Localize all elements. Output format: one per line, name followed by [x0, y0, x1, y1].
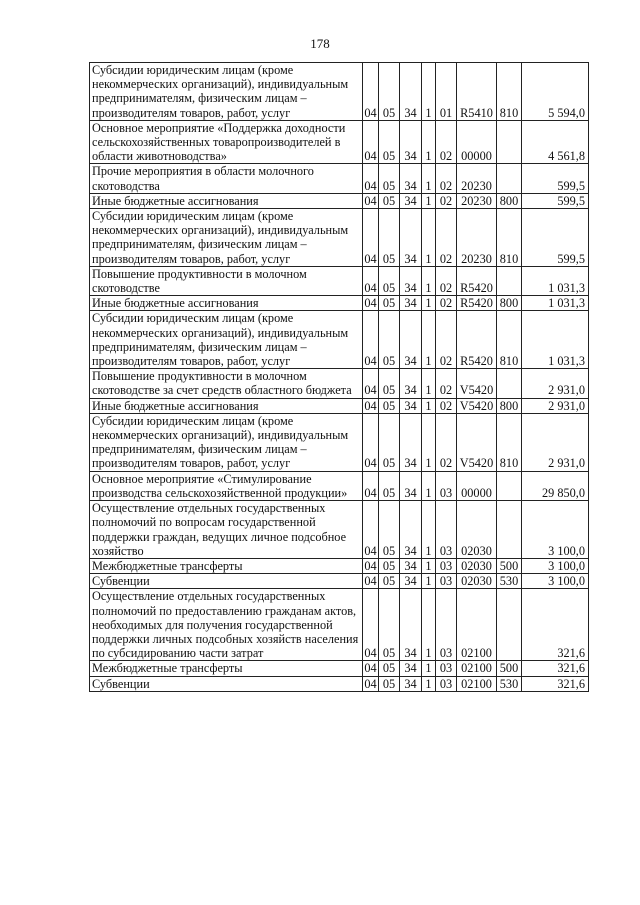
expense-type-code: 500 — [497, 558, 522, 573]
table-row — [90, 164, 589, 193]
section-code: 04 — [364, 398, 377, 413]
event-code: 03 — [436, 574, 457, 589]
subprogram-code: 1 — [422, 266, 436, 295]
subsection-code: 05 — [379, 369, 400, 398]
expense-type-code: 530 — [497, 574, 522, 589]
event-code: 03 — [436, 501, 457, 559]
event-code: 02 — [436, 296, 457, 311]
row-name: Прочие мероприятия в области молочного скотоводства — [90, 164, 363, 193]
program-code: 34 — [400, 209, 422, 267]
row-name: Субсидии юридическим лицам (кроме некоммерческих организаций), индивидуальным предпринимателям, физическим лицам – производителям товаров, работ, услуг — [90, 209, 363, 267]
row-name: Основное мероприятие «Поддержка доходности сельскохозяйственных товаропроизводителей в области животноводства» — [90, 120, 363, 164]
row-name: Повышение продуктивности в молочном скотоводстве — [90, 266, 363, 295]
amount: 599,5 — [522, 164, 589, 193]
direction-code: 00000 — [457, 120, 497, 164]
amount: 1 031,3 — [522, 296, 589, 311]
subsection-code: 05 — [379, 589, 400, 661]
direction-code: 02100 — [457, 589, 497, 661]
subprogram-code: 1 — [422, 120, 436, 164]
row-name: Основное мероприятие «Стимулирование производства сельскохозяйственной продукции» — [90, 471, 363, 500]
table-row — [90, 120, 589, 164]
subprogram-code: 1 — [422, 193, 436, 208]
expense-type-code — [497, 471, 522, 500]
amount: 29 850,0 — [522, 471, 589, 500]
amount: 3 100,0 — [522, 558, 589, 573]
expense-type-code — [497, 266, 522, 295]
subprogram-code: 1 — [422, 501, 436, 559]
subprogram-code: 1 — [422, 589, 436, 661]
amount: 2 931,0 — [522, 398, 589, 413]
subsection-code: 05 — [379, 661, 400, 676]
expense-type-code — [497, 589, 522, 661]
table-row — [90, 574, 589, 589]
subsection-code: 05 — [379, 574, 400, 589]
section-code: 04 — [363, 311, 379, 369]
expense-type-code: 800 — [497, 398, 522, 413]
table-row — [90, 209, 589, 267]
section-code: 04 — [364, 661, 377, 676]
amount: 4 561,8 — [522, 120, 589, 164]
program-code: 34 — [400, 471, 422, 500]
program-code: 34 — [400, 296, 422, 311]
table-row — [90, 661, 589, 676]
amount: 2 931,0 — [522, 369, 589, 398]
amount: 321,6 — [522, 589, 589, 661]
row-name: Субсидии юридическим лицам (кроме некоммерческих организаций), индивидуальным предпринимателям, физическим лицам – производителям товаров, работ, услуг — [90, 63, 363, 121]
section-code: 04 — [363, 209, 379, 267]
direction-code: 02030 — [457, 501, 497, 559]
event-code: 03 — [436, 558, 457, 573]
event-code: 02 — [436, 398, 457, 413]
event-code: 02 — [436, 311, 457, 369]
table-row — [90, 311, 589, 369]
subprogram-code: 1 — [422, 296, 436, 311]
direction-code: V5420 — [457, 413, 497, 471]
table-row — [90, 589, 589, 661]
direction-code: R5410 — [457, 63, 497, 121]
table-row — [90, 266, 589, 295]
row-name: Осуществление отдельных государственных полномочий по вопросам государственной поддержки граждан, ведущих личное подсобное хозяйство — [90, 501, 363, 559]
section-code: 04 — [364, 574, 377, 589]
amount: 3 100,0 — [522, 574, 589, 589]
expense-type-code: 500 — [497, 661, 522, 676]
expense-type-code: 800 — [497, 193, 522, 208]
row-name: Субвенции — [90, 676, 363, 691]
subsection-code: 05 — [379, 398, 400, 413]
amount: 5 594,0 — [522, 63, 589, 121]
row-name: Субвенции — [90, 574, 363, 589]
section-code: 04 — [363, 589, 379, 661]
subprogram-code: 1 — [422, 676, 436, 691]
program-code: 34 — [400, 398, 422, 413]
direction-code: 20230 — [457, 193, 497, 208]
expense-type-code: 810 — [497, 209, 522, 267]
table-row — [90, 558, 589, 573]
row-name: Межбюджетные трансферты — [90, 661, 363, 676]
section-code: 04 — [363, 501, 379, 559]
section-code: 04 — [363, 266, 379, 295]
section-code: 04 — [364, 676, 377, 691]
direction-code: R5420 — [457, 296, 497, 311]
amount: 1 031,3 — [522, 266, 589, 295]
subprogram-code: 1 — [422, 574, 436, 589]
amount: 599,5 — [522, 193, 589, 208]
event-code: 02 — [436, 413, 457, 471]
table-row — [90, 63, 589, 121]
program-code: 34 — [400, 164, 422, 193]
subprogram-code: 1 — [422, 311, 436, 369]
program-code: 34 — [400, 369, 422, 398]
row-name: Иные бюджетные ассигнования — [90, 398, 363, 413]
subsection-code: 05 — [379, 164, 400, 193]
event-code: 02 — [436, 369, 457, 398]
program-code: 34 — [400, 676, 422, 691]
event-code: 01 — [436, 63, 457, 121]
subsection-code: 05 — [379, 471, 400, 500]
row-name: Межбюджетные трансферты — [90, 558, 363, 573]
event-code: 02 — [436, 266, 457, 295]
subprogram-code: 1 — [422, 398, 436, 413]
event-code: 03 — [436, 471, 457, 500]
program-code: 34 — [400, 311, 422, 369]
section-code: 04 — [364, 296, 377, 311]
subprogram-code: 1 — [422, 471, 436, 500]
program-code: 34 — [400, 574, 422, 589]
subsection-code: 05 — [379, 311, 400, 369]
program-code: 34 — [400, 589, 422, 661]
row-name: Иные бюджетные ассигнования — [90, 193, 363, 208]
program-code: 34 — [400, 193, 422, 208]
table-row — [90, 501, 589, 559]
page-number: 178 — [310, 36, 330, 51]
table-row — [90, 413, 589, 471]
amount: 1 031,3 — [522, 311, 589, 369]
amount: 321,6 — [522, 676, 589, 691]
expense-type-code: 810 — [497, 413, 522, 471]
subprogram-code: 1 — [422, 413, 436, 471]
row-name: Иные бюджетные ассигнования — [90, 296, 363, 311]
program-code: 34 — [400, 120, 422, 164]
event-code: 03 — [436, 589, 457, 661]
direction-code: 00000 — [457, 471, 497, 500]
program-code: 34 — [400, 501, 422, 559]
section-code: 04 — [363, 164, 379, 193]
section-code: 04 — [364, 558, 377, 573]
direction-code: V5420 — [457, 369, 497, 398]
subsection-code: 05 — [379, 209, 400, 267]
event-code: 02 — [436, 209, 457, 267]
subsection-code: 05 — [379, 63, 400, 121]
expense-type-code: 810 — [497, 63, 522, 121]
row-name: Субсидии юридическим лицам (кроме некоммерческих организаций), индивидуальным предпринимателям, физическим лицам – производителям товаров, работ, услуг — [90, 413, 363, 471]
program-code: 34 — [400, 413, 422, 471]
direction-code: 02030 — [457, 558, 497, 573]
direction-code: 20230 — [457, 209, 497, 267]
subsection-code: 05 — [379, 413, 400, 471]
table-row — [90, 398, 589, 413]
table-row — [90, 296, 589, 311]
row-name: Субсидии юридическим лицам (кроме некоммерческих организаций), индивидуальным предпринимателям, физическим лицам – производителям товаров, работ, услуг — [90, 311, 363, 369]
section-code: 04 — [363, 471, 379, 500]
event-code: 03 — [436, 661, 457, 676]
program-code: 34 — [400, 558, 422, 573]
expense-type-code: 800 — [497, 296, 522, 311]
table-row — [90, 193, 589, 208]
amount: 321,6 — [522, 661, 589, 676]
event-code: 02 — [436, 120, 457, 164]
program-code: 34 — [400, 63, 422, 121]
row-name: Осуществление отдельных государственных полномочий по предоставлению гражданам актов, необходимых для получения государственной поддержки личных подсобных хозяйств населения по субсидированию части затрат — [90, 589, 363, 661]
subprogram-code: 1 — [422, 63, 436, 121]
subsection-code: 05 — [379, 501, 400, 559]
row-name: Повышение продуктивности в молочном скотоводстве за счет средств областного бюджета — [90, 369, 363, 398]
amount: 2 931,0 — [522, 413, 589, 471]
amount: 3 100,0 — [522, 501, 589, 559]
section-code: 04 — [363, 63, 379, 121]
subprogram-code: 1 — [422, 558, 436, 573]
subsection-code: 05 — [379, 296, 400, 311]
expense-type-code: 530 — [497, 676, 522, 691]
subsection-code: 05 — [379, 193, 400, 208]
direction-code: V5420 — [457, 398, 497, 413]
section-code: 04 — [364, 193, 377, 208]
expense-type-code: 810 — [497, 311, 522, 369]
expense-type-code — [497, 369, 522, 398]
amount: 599,5 — [522, 209, 589, 267]
section-code: 04 — [363, 120, 379, 164]
event-code: 03 — [436, 676, 457, 691]
expense-type-code — [497, 164, 522, 193]
table-row — [90, 676, 589, 691]
direction-code: R5420 — [457, 311, 497, 369]
direction-code: 20230 — [457, 164, 497, 193]
table-row — [90, 471, 589, 500]
program-code: 34 — [400, 661, 422, 676]
expense-type-code — [497, 501, 522, 559]
direction-code: 02100 — [457, 676, 497, 691]
subprogram-code: 1 — [422, 209, 436, 267]
subprogram-code: 1 — [422, 164, 436, 193]
subprogram-code: 1 — [422, 661, 436, 676]
subsection-code: 05 — [379, 120, 400, 164]
budget-table — [89, 62, 589, 692]
direction-code: 02030 — [457, 574, 497, 589]
program-code: 34 — [400, 266, 422, 295]
event-code: 02 — [436, 193, 457, 208]
event-code: 02 — [436, 164, 457, 193]
subsection-code: 05 — [379, 676, 400, 691]
subsection-code: 05 — [379, 266, 400, 295]
table-row — [90, 369, 589, 398]
direction-code: R5420 — [457, 266, 497, 295]
subprogram-code: 1 — [422, 369, 436, 398]
section-code: 04 — [363, 413, 379, 471]
section-code: 04 — [363, 369, 379, 398]
subsection-code: 05 — [379, 558, 400, 573]
direction-code: 02100 — [457, 661, 497, 676]
expense-type-code — [497, 120, 522, 164]
